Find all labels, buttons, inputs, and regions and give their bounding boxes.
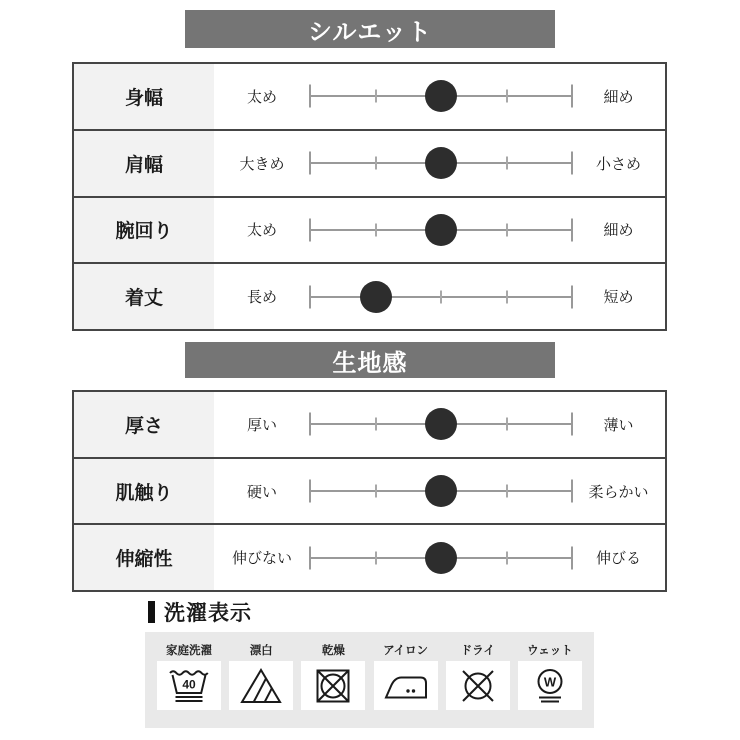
scale-tick xyxy=(375,418,377,431)
scale-tick xyxy=(571,480,573,503)
scale-right-label: 小さめ xyxy=(595,155,641,173)
care-item xyxy=(301,641,365,728)
scale-tick xyxy=(506,290,508,303)
scale-left-label: 太め xyxy=(246,222,277,240)
scale-tick xyxy=(506,418,508,431)
table-row xyxy=(74,196,665,263)
scale-tick xyxy=(506,485,508,498)
scale-tick xyxy=(375,157,377,170)
scale-dot xyxy=(425,408,457,440)
scale-right-label: 細め xyxy=(603,222,634,240)
rating-scale xyxy=(310,264,572,329)
scale-dot xyxy=(425,214,457,246)
care-symbol-box xyxy=(446,661,510,710)
wash-temp-value: 40 xyxy=(182,677,196,691)
care-item-label: 家庭洗濯 xyxy=(166,644,212,657)
scale-tick xyxy=(506,90,508,103)
row-label: 着丈 xyxy=(74,264,214,329)
row-label: 伸縮性 xyxy=(74,525,214,590)
rating-scale xyxy=(310,525,572,590)
care-symbol-box xyxy=(157,661,221,710)
care-item-label: ドライ xyxy=(460,644,495,657)
scale-tick xyxy=(309,480,311,503)
scale-left-label: 厚い xyxy=(246,416,277,434)
row-label: 肩幅 xyxy=(74,131,214,196)
scale-left-label: 伸びない xyxy=(231,550,292,568)
silhouette-table xyxy=(72,62,667,331)
scale-dot xyxy=(425,542,457,574)
scale-tick xyxy=(375,90,377,103)
fabric-section-header xyxy=(185,342,555,378)
scale-tick xyxy=(375,223,377,236)
scale-tick xyxy=(309,546,311,569)
scale-tick xyxy=(440,290,442,303)
scale-tick xyxy=(309,413,311,436)
table-row xyxy=(74,457,665,524)
table-row xyxy=(74,392,665,457)
scale-tick xyxy=(571,85,573,108)
care-item xyxy=(157,641,221,728)
scale-left-label: 太め xyxy=(246,88,277,106)
care-item-label: ウェット xyxy=(527,644,573,657)
wet-clean-w-icon xyxy=(530,666,570,706)
bleach-triangle-hatched-icon xyxy=(239,667,283,705)
care-item xyxy=(374,641,438,728)
wet-clean-value: W xyxy=(543,674,557,689)
title-accent-bar xyxy=(148,601,155,623)
row-label: 厚さ xyxy=(74,392,214,457)
scale-left-label: 長め xyxy=(246,289,277,307)
section-title: 生地感 xyxy=(332,349,408,377)
scale-tick xyxy=(571,218,573,241)
care-item-label: アイロン xyxy=(383,644,429,657)
scale-left-label: 硬い xyxy=(246,483,277,501)
scale-right-label: 短め xyxy=(603,289,634,307)
iron-two-dots-icon xyxy=(383,669,429,703)
scale-dot xyxy=(425,475,457,507)
rating-scale xyxy=(310,459,572,524)
care-section-title xyxy=(148,597,252,627)
table-row xyxy=(74,129,665,196)
scale-tick xyxy=(309,152,311,175)
scale-tick xyxy=(506,551,508,564)
rating-scale xyxy=(310,392,572,457)
row-label: 腕回り xyxy=(74,198,214,263)
section-title: シルエット xyxy=(308,18,432,46)
care-item xyxy=(518,641,582,728)
table-row xyxy=(74,64,665,129)
scale-tick xyxy=(571,546,573,569)
scale-tick xyxy=(375,551,377,564)
fabric-table xyxy=(72,390,667,592)
wash-tub-40-icon xyxy=(166,666,212,706)
care-item xyxy=(446,641,510,728)
scale-dot xyxy=(360,281,392,313)
scale-right-label: 薄い xyxy=(603,416,634,434)
scale-tick xyxy=(375,485,377,498)
scale-tick xyxy=(309,285,311,308)
row-label: 身幅 xyxy=(74,64,214,129)
care-symbol-box xyxy=(229,661,293,710)
scale-left-label: 大きめ xyxy=(239,155,285,173)
silhouette-section-header xyxy=(185,10,555,48)
care-symbol-box xyxy=(374,661,438,710)
table-row xyxy=(74,262,665,329)
scale-right-label: 細め xyxy=(603,88,634,106)
care-item-label: 漂白 xyxy=(249,644,273,657)
scale-tick xyxy=(309,218,311,241)
scale-tick xyxy=(309,85,311,108)
scale-tick xyxy=(506,223,508,236)
care-symbol-box xyxy=(301,661,365,710)
scale-tick xyxy=(571,413,573,436)
care-item xyxy=(229,641,293,728)
scale-tick xyxy=(506,157,508,170)
care-title-text: 洗濯表示 xyxy=(164,602,252,625)
table-row xyxy=(74,523,665,590)
scale-dot xyxy=(425,80,457,112)
scale-right-label: 伸びる xyxy=(595,550,641,568)
row-label: 肌触り xyxy=(74,459,214,524)
care-symbols-strip xyxy=(145,632,594,728)
no-tumble-dry-icon xyxy=(313,666,353,706)
rating-scale xyxy=(310,64,572,129)
scale-dot xyxy=(425,147,457,179)
care-symbol-box xyxy=(518,661,582,710)
scale-tick xyxy=(571,285,573,308)
rating-scale xyxy=(310,198,572,263)
rating-scale xyxy=(310,131,572,196)
scale-right-label: 柔らかい xyxy=(588,483,649,501)
scale-tick xyxy=(571,152,573,175)
care-item-label: 乾燥 xyxy=(321,644,345,657)
no-dry-clean-icon xyxy=(458,666,498,706)
